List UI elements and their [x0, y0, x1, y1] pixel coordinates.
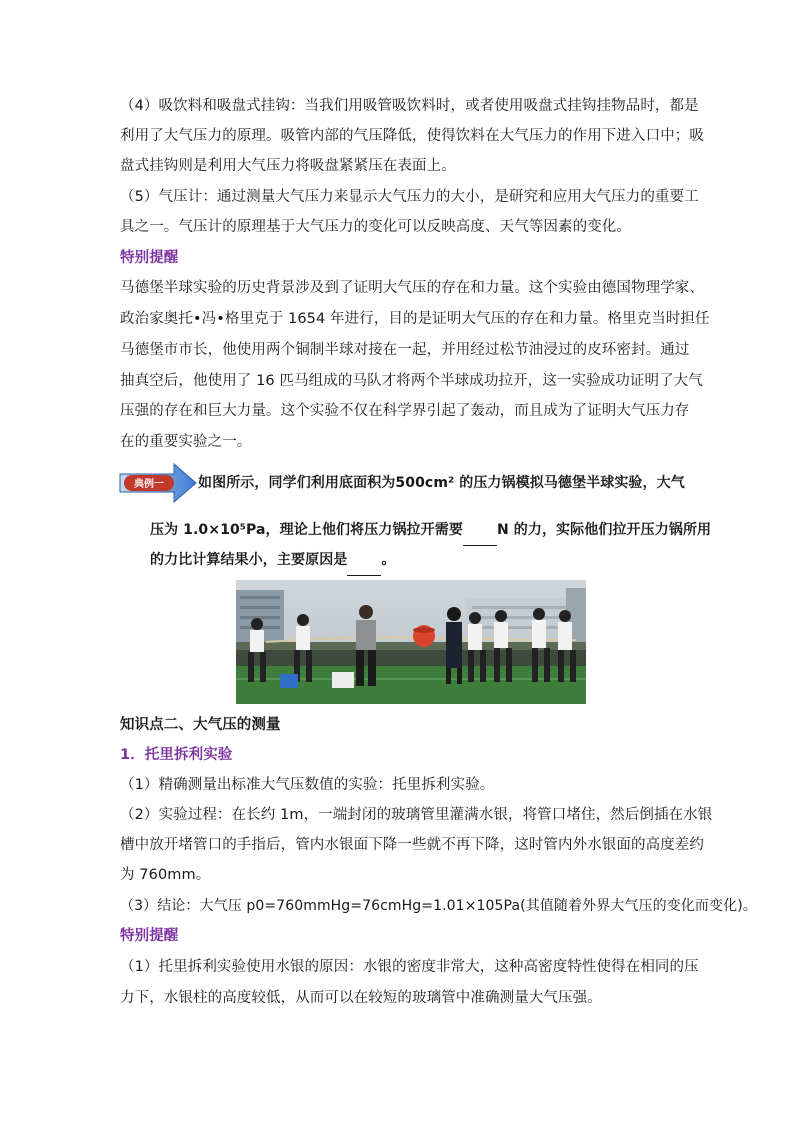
special-reminder-heading-2: 特别提醒: [120, 928, 179, 944]
reminder1-line: 在的重要实验之一。: [120, 434, 252, 450]
knowledge2-item3: （3）结论：大气压 p0=760mmHg=76cmHg=1.01×105Pa(其值随着外界大气压的变化而变化)。: [120, 898, 757, 914]
answer-blank-1[interactable]: [463, 515, 497, 546]
example-badge-label: 典例一: [134, 479, 164, 490]
reminder1-line: 压强的存在和巨大力量。这个实验不仅在科学界引起了轰动，而且成为了证明大气压力存: [120, 403, 690, 419]
reminder1-line: 马德堡市市长，他使用两个铜制半球对接在一起，并用经过松节油浸过的皮环密封。通过: [120, 342, 690, 358]
knowledge2-item2-line: 为 760mm。: [120, 867, 211, 883]
reminder2-line: 力下，水银柱的高度较低，从而可以在较短的玻璃管中准确测量大气压强。: [120, 990, 602, 1006]
special-reminder-heading: 特别提醒: [120, 250, 179, 266]
example1-line3-b: 。: [381, 552, 396, 568]
example-badge-arrow-icon: [118, 462, 198, 504]
section4-line2: 利用了大气压力的原理。吸管内部的气压降低，使得饮料在大气压力的作用下进入口中；吸: [120, 128, 704, 144]
reminder1-line: 抽真空后，他使用了 16 匹马组成的马队才将两个半球成功拉开，这一实验成功证明了大气: [120, 373, 703, 389]
reminder1-line: 政治家奥托•冯•格里克于 1654 年进行，目的是证明大气压的存在和力量。格里克当时担任: [120, 311, 710, 327]
knowledge2-item1: （1）精确测量出标准大气压数值的实验：托里拆利实验。: [120, 777, 495, 793]
example1-line1: 如图所示，同学们利用底面积为500cm² 的压力锅模拟马德堡半球实验，大气: [198, 475, 685, 491]
reminder1-line: 马德堡半球实验的历史背景涉及到了证明大气压的存在和力量。这个实验由德国物理学家、: [120, 280, 704, 296]
knowledge2-item2-line: （2）实验过程：在长约 1m，一端封闭的玻璃管里灌满水银，将管口堵住，然后倒插在水银: [120, 807, 713, 823]
section4-line1: （4）吸饮料和吸盘式挂钩：当我们用吸管吸饮料时，或者使用吸盘式挂钩挂物品时，都是: [120, 98, 699, 114]
answer-blank-2[interactable]: [347, 545, 381, 576]
section4-line3: 盘式挂钩则是利用大气压力将吸盘紧紧压在表面上。: [120, 158, 456, 174]
example1-line2-a: 压为 1.0×10⁵Pa，理论上他们将压力锅拉开需要: [150, 522, 463, 538]
section5-line1: （5）气压计：通过测量大气压力来显示大气压力的大小，是研究和应用大气压力的重要工: [120, 189, 699, 205]
example1-line3-a: 的力比计算结果小，主要原因是: [150, 552, 348, 568]
knowledge-point-2-heading: 知识点二、大气压的测量: [120, 717, 281, 733]
example1-line2-b: N 的力，实际他们拉开压力锅所用: [496, 522, 712, 538]
example1-line3: [150, 545, 710, 576]
tug-of-war-photo: [236, 580, 586, 704]
torricelli-experiment-heading: 1．托里拆利实验: [120, 747, 233, 763]
reminder2-line: （1）托里拆利实验使用水银的原因：水银的密度非常大，这种高密度特性使得在相同的压: [120, 959, 699, 975]
section5-line2: 具之一。气压计的原理基于大气压力的变化可以反映高度、天气等因素的变化。: [120, 219, 631, 235]
knowledge2-item2-line: 槽中放开堵管口的手指后，管内水银面下降一些就不再下降，这时管内外水银面的高度差约: [120, 837, 704, 853]
example1-line2: [150, 515, 710, 546]
